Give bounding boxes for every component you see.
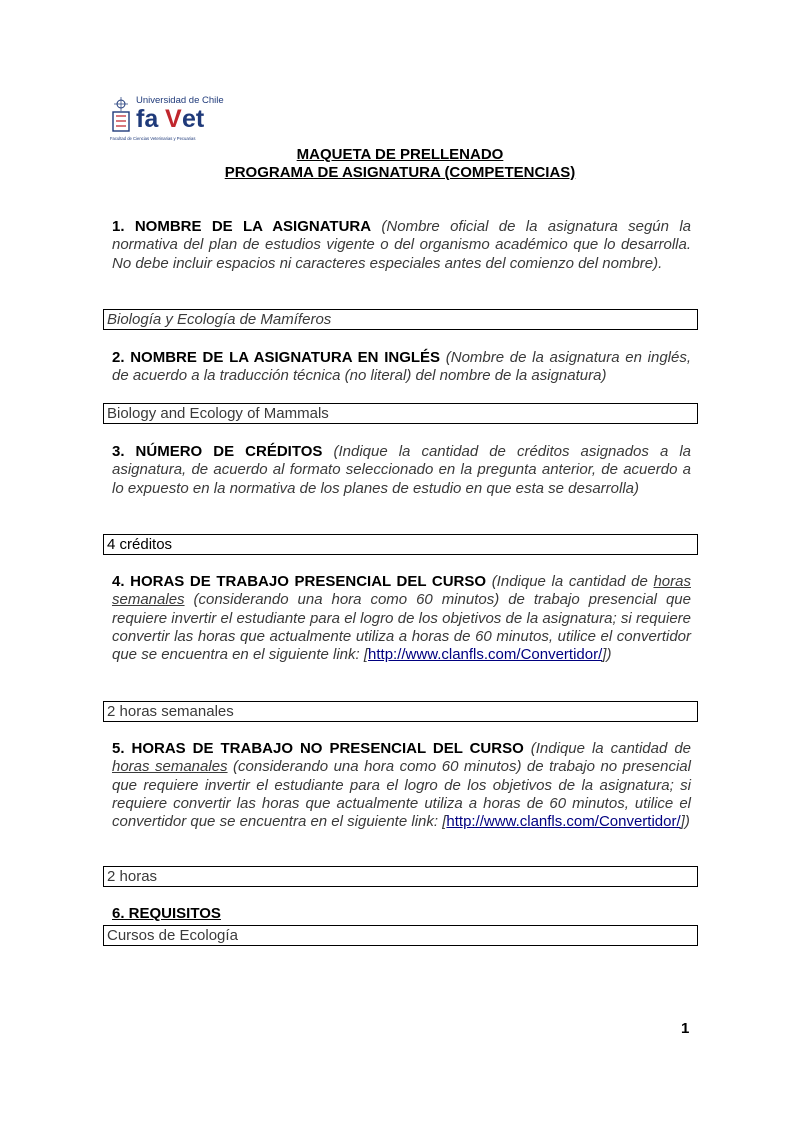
- section-3-heading: 3. NÚMERO DE CRÉDITOS: [112, 443, 323, 460]
- logo-brand-fa: fa: [136, 105, 159, 133]
- section-1-heading: 1. NOMBRE DE LA ASIGNATURA: [112, 218, 372, 235]
- section-2-instruction: (Nombre de la asignatura en inglés, de acuerdo a la traducción técnica (no literal) del nombre de la asignatura): [112, 349, 692, 385]
- remote-hours-value: 2 horas: [107, 868, 158, 885]
- credits-field[interactable]: [103, 534, 698, 555]
- university-crest-icon: [110, 97, 132, 133]
- section-3-description: [112, 443, 691, 498]
- section-2-description: [112, 349, 691, 386]
- faculty-logo: [110, 95, 230, 145]
- section-3-instruction: (Indique la cantidad de créditos asignados a la asignatura, de acuerdo al formato seleccionado en la pregunta anterior, de acuerdo a lo expuesto en la normativa de los planes de estudio en que esta se desarrolla): [112, 443, 692, 497]
- logo-brand-v: V: [165, 105, 182, 133]
- in-person-hours-value: 2 horas semanales: [107, 703, 234, 720]
- section-2-heading: 2. NOMBRE DE LA ASIGNATURA EN INGLÉS: [112, 349, 441, 366]
- section-4-instruction-a: (Indique la cantidad de: [491, 573, 648, 590]
- page-title-line2: PROGRAMA DE ASIGNATURA (COMPETENCIAS): [224, 164, 576, 181]
- requirements-field[interactable]: [103, 925, 698, 946]
- section-1-instruction: (Nombre oficial de la asignatura según la normativa del plan de estudios vigente o del organismo académico que lo desarrolla. No debe incluir espacios ni caracteres especiales antes del comienzo del nombre).: [112, 218, 691, 272]
- section-5-instruction-a: (Indique la cantidad de: [530, 740, 692, 757]
- page-title-line1: MAQUETA DE PRELLENADO: [296, 146, 504, 163]
- section-5-heading: 5. HORAS DE TRABAJO NO PRESENCIAL DEL CURSO: [112, 740, 524, 757]
- course-name-english-value: Biology and Ecology of Mammals: [107, 405, 329, 422]
- logo-faculty-name: Facultad de Ciencias Veterinarias y Pecuarias: [110, 136, 196, 141]
- section-4-underlined: horas semanales: [112, 573, 691, 609]
- section-5-instruction-b: (considerando una hora como 60 minutos) de trabajo no presencial que requiere invertir el estudiante para el logro de los objetivos de la asignatura; si requiere convertir las horas que actualmente utiliza a horas de 60 minutos, utilice el convertidor que se encuentra en el siguiente link:: [112, 758, 691, 831]
- course-name-field[interactable]: [103, 309, 698, 330]
- logo-brand-et: et: [182, 105, 205, 133]
- section-5-converter-link[interactable]: http://www.clanfls.com/Convertidor/: [446, 813, 681, 831]
- section-5-underlined: horas semanales: [112, 758, 228, 776]
- course-name-value: Biología y Ecología de Mamíferos: [107, 311, 332, 328]
- section-4-instruction-b: (considerando una hora como 60 minutos) de trabajo presencial que requiere invertir el estudiante para el logro de los objetivos de la asignatura; si requiere convertir las horas que actualmente utiliza a horas de 60 minutos, utilice el convertidor que se encuentra en el siguiente link:: [112, 591, 691, 664]
- section-1-description: [112, 218, 691, 273]
- page-number: 1: [681, 1020, 690, 1037]
- section-6-heading: 6. REQUISITOS: [112, 905, 221, 922]
- credits-value: 4 créditos: [107, 536, 173, 553]
- remote-hours-field[interactable]: [103, 866, 698, 887]
- section-4-heading: 4. HORAS DE TRABAJO PRESENCIAL DEL CURSO: [112, 573, 487, 590]
- requirements-value: Cursos de Ecología: [107, 927, 238, 944]
- course-name-english-field[interactable]: [103, 403, 698, 424]
- section-4-description: 4. HORAS DE TRABAJO PRESENCIAL DEL CURSO (Indique la cantidad de horas semanales (considerando una hora como 60 minutos) de trabajo presencial que requiere invertir el estudiante para el logro de los objetivos de la asignatura; si requiere convertir las horas que actualmente utiliza a horas de 60 minutos, utilice el convertidor que se encuentra en el siguiente link: [http://www.clanfls.com/Convertidor/]): [112, 573, 691, 664]
- logo-university-name: Universidad de Chile: [136, 95, 224, 106]
- section-4-converter-link[interactable]: http://www.clanfls.com/Convertidor/: [368, 646, 603, 664]
- section-5-description: 5. HORAS DE TRABAJO NO PRESENCIAL DEL CURSO (Indique la cantidad de horas semanales (considerando una hora como 60 minutos) de trabajo no presencial que requiere invertir el estudiante para el logro de los objetivos de la asignatura; si requiere convertir las horas que actualmente utiliza a horas de 60 minutos, utilice el convertidor que se encuentra en el siguiente link: [http://www.clanfls.com/Convertidor/]): [112, 740, 692, 831]
- in-person-hours-field[interactable]: [103, 701, 698, 722]
